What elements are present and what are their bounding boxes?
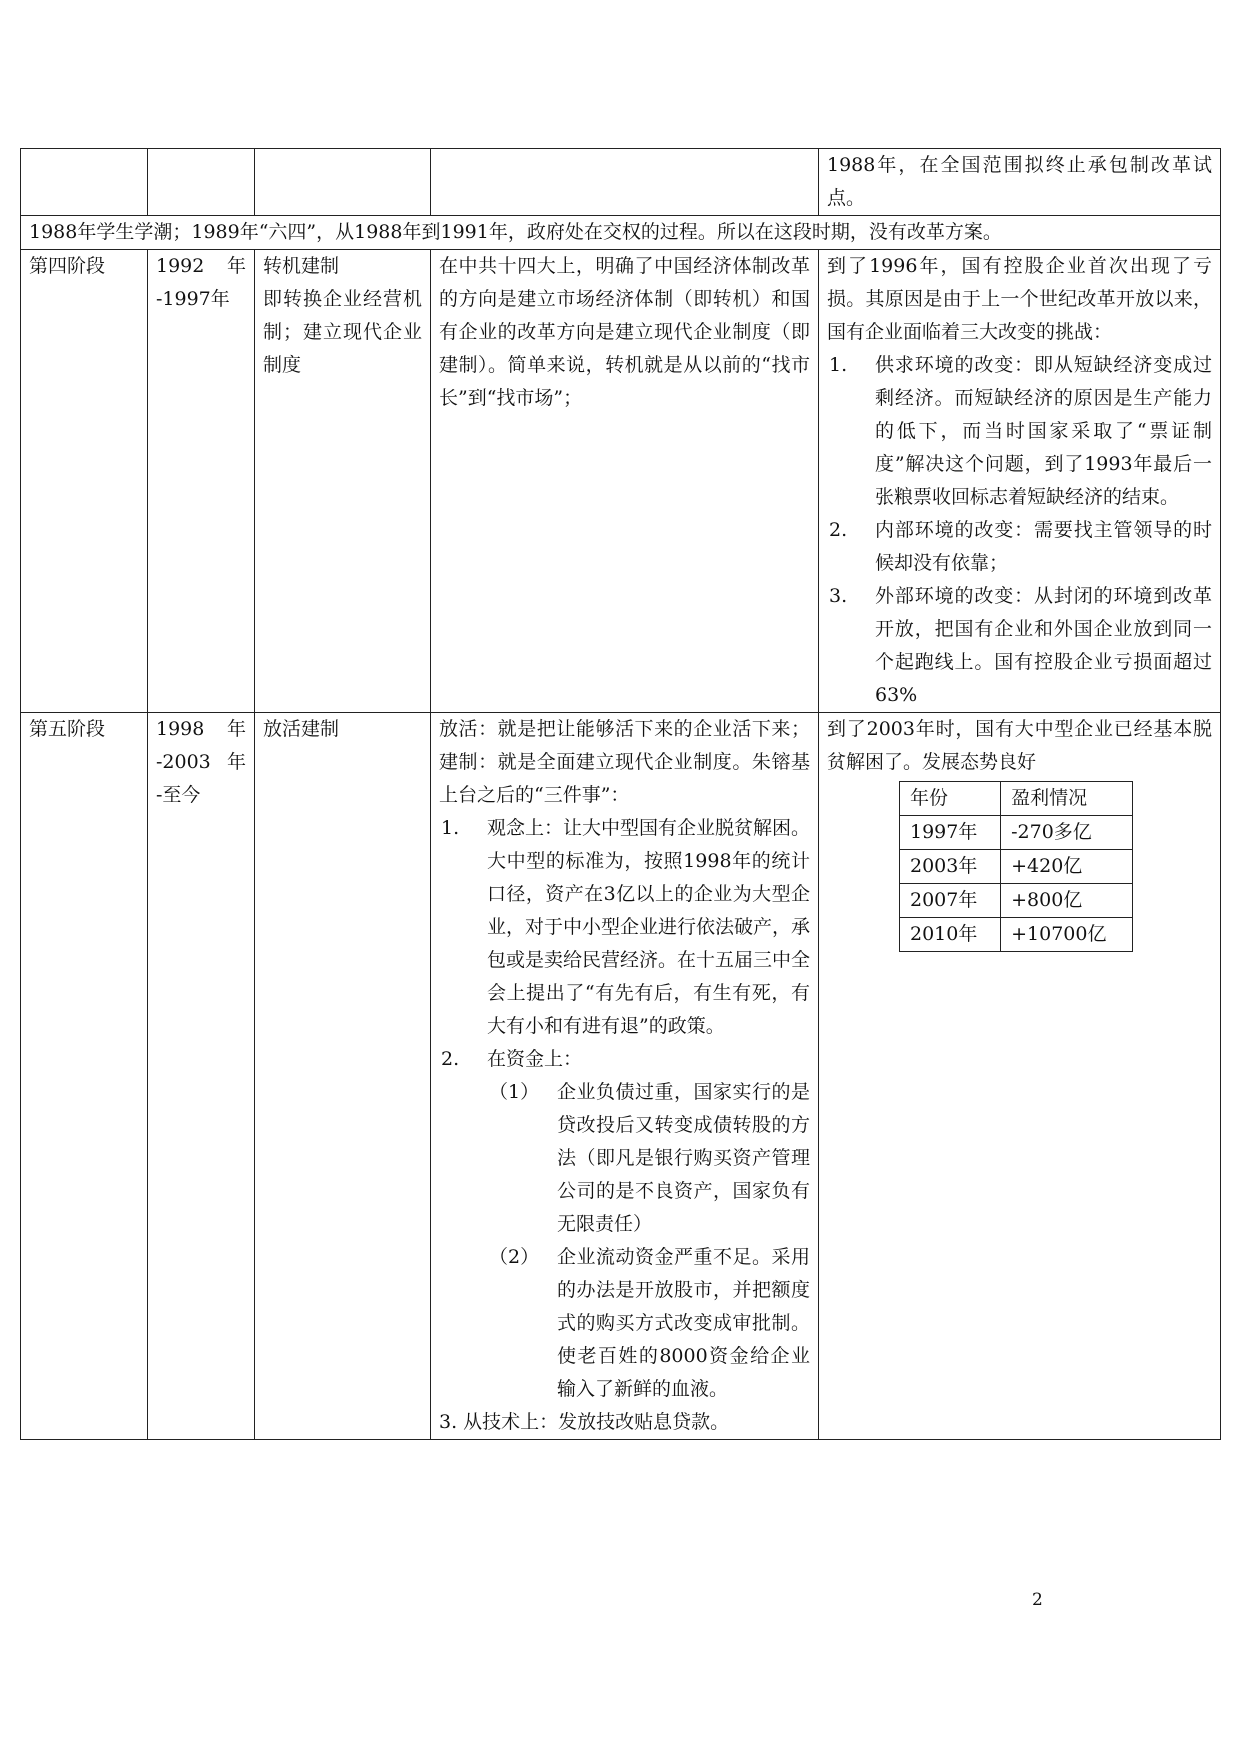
table-row <box>900 884 1133 918</box>
profit-cell: -270多亿 <box>1001 816 1133 850</box>
stage-cell: 第四阶段 <box>21 250 148 713</box>
header-year: 年份 <box>900 782 1001 816</box>
header-profit: 盈利情况 <box>1001 782 1133 816</box>
list-number: 1. <box>829 354 848 376</box>
year-cell: 2010年 <box>900 918 1001 952</box>
table-header-row <box>900 782 1133 816</box>
table-row-continued <box>21 149 1221 216</box>
list-number: （2） <box>489 1246 540 1268</box>
list-item <box>439 812 810 1043</box>
list-text: 供求环境的改变：即从短缺经济变成过剩经济。而短缺经济的原因是生产能力的低下，而当时国家采取了“票证制度”解决这个问题，到了1993年最后一张粮票收回标志着短缺经济的结束。 <box>875 354 1212 508</box>
result-intro: 到了1996年，国有控股企业首次出现了亏损。其原因是由于上一个世纪改革开放以来，国有企业面临着三大改变的挑战： <box>827 255 1212 343</box>
profit-cell: +10700亿 <box>1001 918 1133 952</box>
list-number: （1） <box>489 1081 540 1103</box>
stage-name: 转机建制 <box>263 255 340 277</box>
table-row-note <box>21 216 1221 250</box>
stage-name-detail: 即转换企业经营机制；建立现代企业制度 <box>263 288 422 376</box>
list-item <box>439 1241 810 1406</box>
profit-cell: +420亿 <box>1001 850 1133 884</box>
result-cell <box>819 250 1221 713</box>
profit-cell: +800亿 <box>1001 884 1133 918</box>
list-item <box>439 1076 810 1241</box>
year-cell: 2007年 <box>900 884 1001 918</box>
period-cell: 1998 年 -2003年 -至今 <box>148 713 255 1440</box>
table-cell <box>431 149 819 216</box>
result-intro: 到了2003年时，国有大中型企业已经基本脱贫解困了。发展态势良好 <box>827 718 1212 773</box>
list-text: 外部环境的改变：从封闭的环境到改革开放，把国有企业和外国企业放到同一个起跑线上。国有控股企业亏损面超过63% <box>875 585 1212 706</box>
list-text: 内部环境的改变：需要找主管领导的时候却没有依靠； <box>875 519 1212 574</box>
desc-intro: 放活：就是把让能够活下来的企业活下来；建制：就是全面建立现代企业制度。朱镕基上台之后的“三件事”： <box>439 718 810 806</box>
name-cell: 放活建制 <box>255 713 431 1440</box>
table-row-stage-4 <box>21 250 1221 713</box>
table-cell <box>148 149 255 216</box>
note-cell: 1988年学生学潮；1989年“六四”，从1988年到1991年，政府处在交权的过程。所以在这段时期，没有改革方案。 <box>21 216 1221 250</box>
year-cell: 1997年 <box>900 816 1001 850</box>
table-row <box>900 918 1133 952</box>
result-cell <box>819 713 1221 1440</box>
reform-stages-table <box>20 148 1221 1440</box>
list-item <box>827 580 1212 712</box>
funding-sublist <box>439 1076 810 1406</box>
list-number: 2. <box>829 519 848 541</box>
list-item-3: 3. 从技术上：发放技改贴息贷款。 <box>439 1411 730 1433</box>
list-item <box>827 349 1212 514</box>
list-text: 在资金上： <box>487 1048 583 1070</box>
three-things-list <box>439 812 810 1076</box>
desc-cell: 在中共十四大上，明确了中国经济体制改革的方向是建立市场经济体制（即转机）和国有企业的改革方向是建立现代企业制度（即建制）。简单来说，转机就是从以前的“找市长”到“找市场”； <box>431 250 819 713</box>
table-cell <box>21 149 148 216</box>
year-cell: 2003年 <box>900 850 1001 884</box>
stage-cell: 第五阶段 <box>21 713 148 1440</box>
list-number: 3. <box>829 585 848 607</box>
document-page <box>20 148 1220 1440</box>
table-row-stage-5 <box>21 713 1221 1440</box>
list-text: 企业负债过重，国家实行的是贷改投后又转变成债转股的方法（即凡是银行购买资产管理公司的是不良资产，国家负有无限责任） <box>557 1081 810 1235</box>
list-number: 2. <box>441 1048 460 1070</box>
list-item <box>827 514 1212 580</box>
page-number: 2 <box>1032 1590 1043 1610</box>
period-cell: 1992 年 -1997年 <box>148 250 255 713</box>
table-cell <box>255 149 431 216</box>
challenge-list <box>827 349 1212 712</box>
table-row <box>900 816 1133 850</box>
name-cell <box>255 250 431 713</box>
list-item <box>439 1043 810 1076</box>
list-text: 观念上：让大中型国有企业脱贫解困。大中型的标准为，按照1998年的统计口径，资产在3亿以上的企业为大型企业，对于中小型企业进行依法破产，承包或是卖给民营经济。在十五届三中全会上提出了“有先有后，有生有死，有大有小和有进有退”的政策。 <box>487 817 811 1037</box>
desc-cell <box>431 713 819 1440</box>
list-number: 1. <box>441 817 460 839</box>
list-text: 企业流动资金严重不足。采用的办法是开放股市，并把额度式的购买方式改变成审批制。使老百姓的8000资金给企业输入了新鲜的血液。 <box>557 1246 810 1400</box>
profit-table <box>899 781 1133 952</box>
table-row <box>900 850 1133 884</box>
result-cell: 1988年，在全国范围拟终止承包制改革试点。 <box>819 149 1221 216</box>
